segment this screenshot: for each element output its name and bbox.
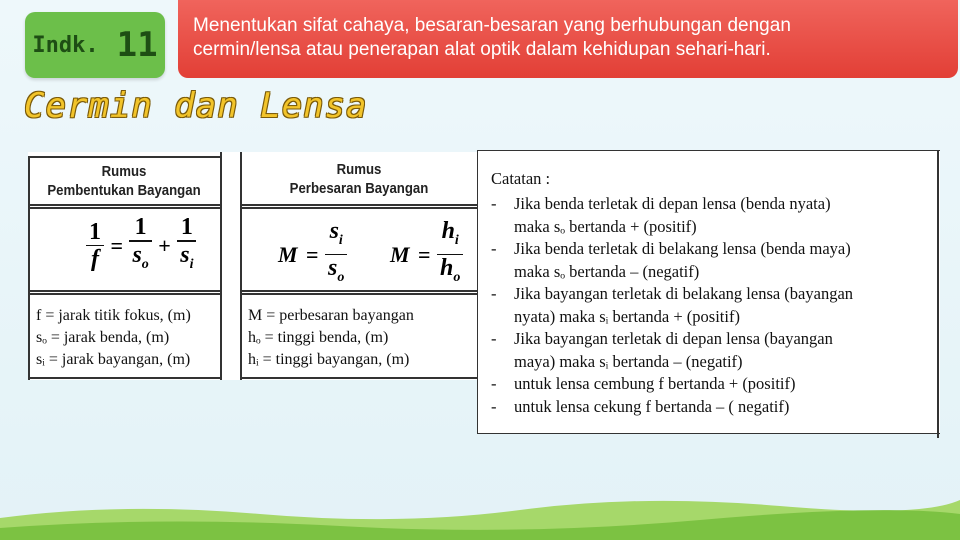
note-item: - untuk lensa cekung f bertanda – ( negatif) [491, 396, 790, 416]
note-item: - Jika bayangan terletak di depan lensa (bayangan maya) maka sᵢ bertanda – (negatif) [491, 329, 833, 371]
lens-variable-definitions: f = jarak titik fokus, (m) sₒ = jarak benda, (m) sᵢ = jarak bayangan, (m) [36, 307, 191, 368]
note-item: - Jika bayangan terletak di belakang lensa (bayangan nyata) maka sᵢ bertanda + (positif) [491, 284, 854, 326]
notes-header: Catatan : [491, 169, 551, 188]
magnification-formula-s: M = $\frac{s_i}{s_o}$ [276, 218, 347, 291]
formula-table [28, 152, 478, 380]
note-item: - Jika benda terletak di belakang lensa (benda maya) maka sₒ bertanda – (negatif) [491, 239, 851, 281]
page-title: Cermin dan Lensa [24, 86, 368, 126]
banner-line-1: Menentukan sifat cahaya, besaran-besaran yang berhubungan dengan [193, 15, 791, 36]
header-banner [178, 0, 958, 78]
grass-decoration [0, 480, 960, 540]
note-item: - Jika benda terletak di depan lensa (benda nyata) maka sₒ bertanda + (positif) [491, 194, 831, 236]
notes-list [491, 193, 927, 418]
notes-panel [477, 150, 940, 434]
indicator-number: 11 [116, 25, 158, 65]
indicator-badge [25, 12, 165, 78]
lens-formula: $\frac{1}{f}$ = $\frac{1}{s_o}$ + $\frac{1}{s_i}$ [86, 214, 196, 277]
magnification-formula-h: M = $\frac{h_i}{h_o}$ [388, 218, 463, 291]
col1-header: Rumus Pembentukan Bayangan [47, 163, 201, 199]
note-item: - untuk lensa cembung f bertanda + (positif) [491, 374, 796, 393]
banner-line-2: cermin/lensa atau penerapan alat optik dalam kehidupan sehari-hari. [193, 39, 771, 60]
magnification-variable-definitions: M = perbesaran bayangan hₒ = tinggi benda, (m) hᵢ = tinggi bayangan, (m) [248, 307, 414, 368]
indicator-label: Indk. [32, 32, 99, 58]
notes-right-border [937, 150, 939, 438]
col2-header: Rumus Perbesaran Bayangan [289, 161, 429, 197]
